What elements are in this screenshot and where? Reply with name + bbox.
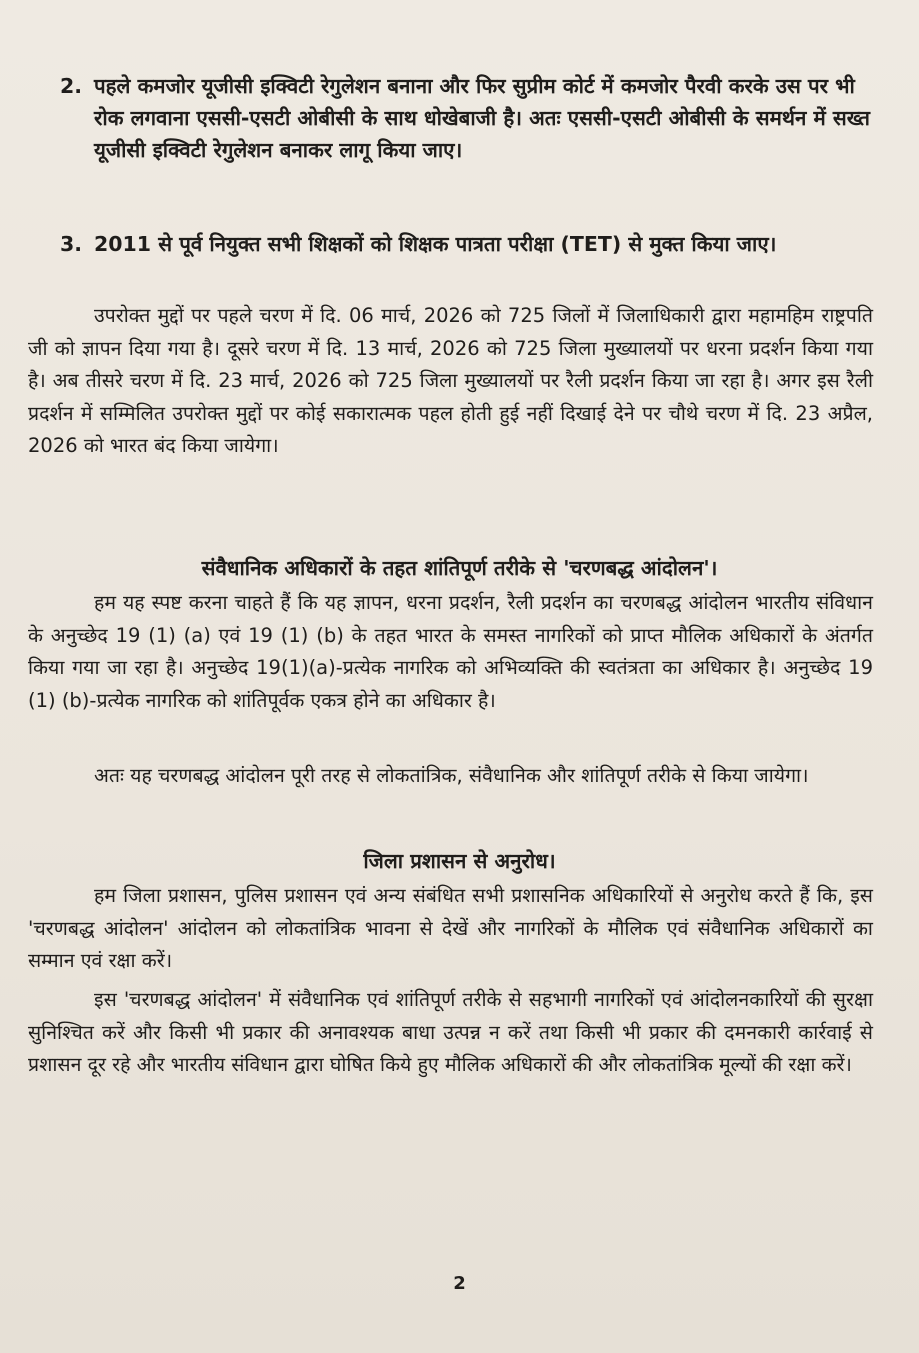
page-number: 2	[453, 1273, 466, 1294]
heading-constitutional: संवैधानिक अधिकारों के तहत शांतिपूर्ण तरीके से 'चरणबद्ध आंदोलन'।	[201, 556, 718, 580]
paragraph-constitutional-1: हम यह स्पष्ट करना चाहते हैं कि यह ज्ञापन, धरना प्रदर्शन, रैली प्रदर्शन का चरणबद्ध आंदोलन भारतीय संविधान के अनुच्छेद 19 (1) (a) एवं 19 (1) (b) के तहत भारत के समस्त नागरिकों को प्राप्त मौलिक अधिकारों के अंतर्गत किया गया जा रहा है। अनुच्छेद 19(1)(a)-प्रत्येक नागरिक को अभिव्यक्ति की स्वतंत्रता का अधिकार है। अनुच्छेद 19 (1) (b)-प्रत्येक नागरिक को शांतिपूर्वक एकत्र होने का अधिकार है।	[28, 591, 873, 712]
list-number: 3.	[60, 232, 83, 256]
list-item-3	[60, 228, 870, 260]
list-item-2	[60, 70, 870, 166]
paragraph-phases: उपरोक्त मुद्दों पर पहले चरण में दि. 06 मार्च, 2026 को 725 जिलों में जिलाधिकारी द्वारा महामहिम राष्ट्रपति जी को ज्ञापन दिया गया है। दूसरे चरण में दि. 13 मार्च, 2026 को 725 जिला मुख्यालयों पर धरना प्रदर्शन किया गया है। अब तीसरे चरण में दि. 23 मार्च, 2026 को 725 जिला मुख्यालयों पर रैली प्रदर्शन किया जा रहा है। अगर इस रैली प्रदर्शन में सम्मिलित उपरोक्त मुद्दों पर कोई सकारात्मक पहल होती हुई नहीं दिखाई देने पर चौथे चरण में दि. 23 अप्रैल, 2026 को भारत बंद किया जायेगा।	[28, 304, 873, 457]
paragraph-request-1: हम जिला प्रशासन, पुलिस प्रशासन एवं अन्य संबंधित सभी प्रशासनिक अधिकारियों से अनुरोध करते हैं कि, इस 'चरणबद्ध आंदोलन' आंदोलन को लोकतांत्रिक भावना से देखें और नागरिकों के मौलिक एवं संवैधानिक अधिकारों का सम्मान एवं रक्षा करें।	[28, 884, 873, 972]
list-text: पहले कमजोर यूजीसी इक्विटी रेगुलेशन बनाना और फिर सुप्रीम कोर्ट में कमजोर पैरवी करके उस पर भी रोक लगवाना एससी-एसटी ओबीसी के साथ धोखेबाजी है। अतः एससी-एसटी ओबीसी के समर्थन में सख्त यूजीसी इक्विटी रेगुलेशन बनाकर लागू किया जाए।	[94, 74, 870, 162]
paragraph-constitutional-2: अतः यह चरणबद्ध आंदोलन पूरी तरह से लोकतांत्रिक, संवैधानिक और शांतिपूर्ण तरीके से किया जायेगा।	[94, 764, 809, 787]
paragraph-request-2: इस 'चरणबद्ध आंदोलन' में संवैधानिक एवं शांतिपूर्ण तरीके से सहभागी नागरिकों एवं आंदोलनकारियों की सुरक्षा सुनिश्चित करें और किसी भी प्रकार की अनावश्यक बाधा उत्पन्न न करें तथा किसी भी प्रकार की दमनकारी कार्रवाई से प्रशासन दूर रहे और भारतीय संविधान द्वारा घोषित किये हुए मौलिक अधिकारों की और लोकतांत्रिक मूल्यों की रक्षा करें।	[28, 988, 873, 1076]
heading-request: जिला प्रशासन से अनुरोध।	[363, 849, 556, 873]
list-number: 2.	[60, 74, 83, 98]
list-text: 2011 से पूर्व नियुक्त सभी शिक्षकों को शिक्षक पात्रता परीक्षा (TET) से मुक्त किया जाए।	[94, 232, 777, 256]
